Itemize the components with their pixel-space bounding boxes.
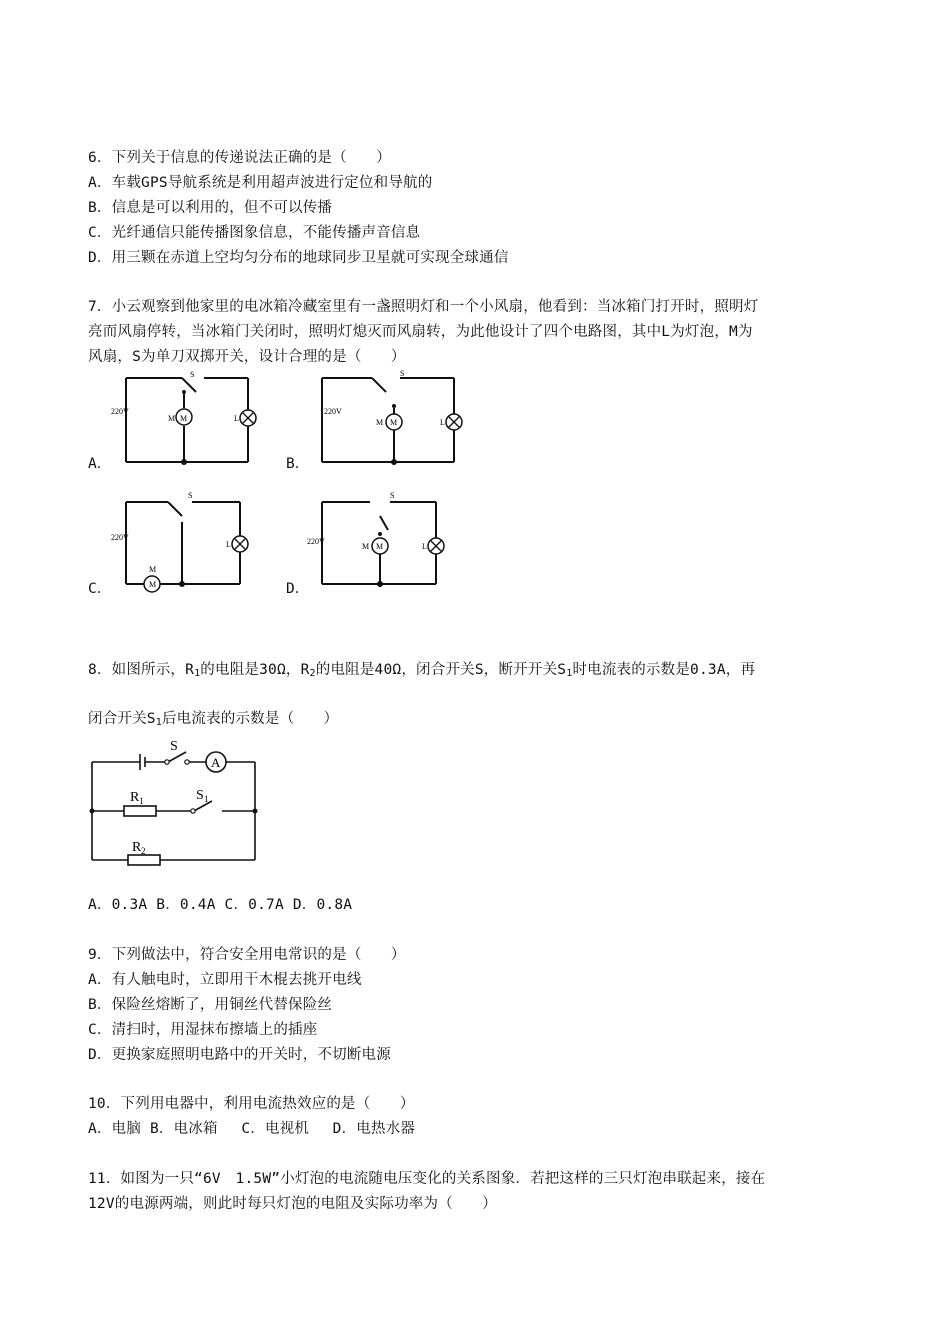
q8-text-2b: 后电流表的示数是（ ）	[161, 711, 339, 727]
q8-text-1a: 8．如图所示，R	[88, 662, 195, 678]
q7-label-a: A．	[88, 456, 112, 472]
q8-text-1d: 时电流表的示数是0.3A，再	[572, 662, 756, 678]
motor-label: M	[376, 542, 384, 551]
motor-label: M	[180, 414, 188, 423]
q7-circuit-c	[108, 492, 268, 592]
motor-label: M	[390, 418, 398, 427]
q7-circuit-a	[108, 370, 268, 470]
q10-stem: 10．下列用电器中，利用电流热效应的是（ ）	[88, 1096, 415, 1112]
q9-option-d: D．更换家庭照明电路中的开关时，不切断电源	[88, 1047, 391, 1063]
switch-label: S	[390, 491, 395, 500]
motor-label-side: M	[168, 414, 176, 423]
q11-stem-line-2: 12V的电源两端，则此时每只灯泡的电阻及实际功率为（ ）	[88, 1196, 497, 1212]
q8-text-1b: 的电阻是30Ω，R	[200, 662, 310, 678]
q11-stem-line-1: 11．如图为一只“6V 1.5W”小灯泡的电流随电压变化的关系图象．若把这样的三只灯泡串联起来，接在	[88, 1171, 766, 1187]
motor-label-top: M	[149, 565, 157, 574]
q7-label-b: B．	[286, 456, 310, 472]
switch-s-label: S	[170, 739, 178, 754]
motor-label-side: M	[376, 418, 384, 427]
q9-option-b: B．保险丝熔断了，用铜丝代替保险丝	[88, 997, 333, 1013]
q6-option-d: D．用三颗在赤道上空均匀分布的地球同步卫星就可实现全球通信	[88, 250, 509, 266]
q8-stem-line-1	[88, 658, 755, 679]
lamp-label: L	[226, 540, 231, 549]
switch-label: S	[188, 491, 193, 500]
voltage-label: 220V	[307, 537, 325, 546]
q8-stem-line-2	[88, 707, 338, 728]
q7-circuit-d	[304, 492, 464, 592]
q9-stem: 9．下列做法中，符合安全用电常识的是（ ）	[88, 947, 406, 963]
q9-option-a: A．有人触电时，立即用干木棍去挑开电线	[88, 972, 362, 988]
lamp-label: L	[440, 418, 445, 427]
q6-option-b: B．信息是可以利用的，但不可以传播	[88, 200, 333, 216]
lamp-label: L	[422, 542, 427, 551]
lamp-label: L	[234, 414, 239, 423]
voltage-label: 220V	[111, 533, 129, 542]
q7-label-c: C．	[88, 581, 112, 597]
motor-label: M	[149, 580, 157, 589]
q8-text-2a: 闭合开关S	[88, 711, 156, 727]
q10-options: A．电脑 B．电冰箱 C．电视机 D．电热水器	[88, 1121, 416, 1137]
ammeter-label: A	[211, 755, 221, 770]
r2-label: R	[132, 840, 142, 855]
q7-stem-line-1: 7．小云观察到他家里的电冰箱冷藏室里有一盏照明灯和一个小风扇，他看到：当冰箱门打开时，照明灯	[88, 299, 759, 315]
switch-label: S	[400, 369, 405, 378]
switch-label: S	[190, 370, 195, 379]
q8-text-1c: 的电阻是40Ω，闭合开关S，断开开关S	[315, 662, 567, 678]
q6-option-a: A．车载GPS导航系统是利用超声波进行定位和导航的	[88, 175, 433, 191]
q7-stem-line-3: 风扇，S为单刀双掷开关，设计合理的是（ ）	[88, 349, 406, 365]
switch-s1-label: S	[196, 788, 204, 803]
q6-option-c: C．光纤通信只能传播图象信息，不能传播声音信息	[88, 225, 421, 241]
q8-sub-s1: 1	[566, 668, 573, 679]
q8-sub-s1b: 1	[155, 717, 162, 728]
voltage-label: 220V	[111, 407, 129, 416]
q8-options: A．0.3A B．0.4A C．0.7A D．0.8A	[88, 897, 353, 913]
q8-circuit	[88, 738, 263, 866]
r1-sub: 1	[139, 796, 144, 806]
q6-stem: 6．下列关于信息的传递说法正确的是（ ）	[88, 150, 391, 166]
q7-label-d: D．	[286, 581, 310, 597]
r1-label: R	[130, 790, 140, 805]
q7-circuit-b	[304, 370, 464, 470]
r2-sub: 2	[141, 846, 146, 856]
motor-label-side: M	[362, 542, 370, 551]
q8-sub-r2: 2	[309, 668, 316, 679]
q8-sub-r1: 1	[194, 668, 201, 679]
q7-stem-line-2: 亮而风扇停转，当冰箱门关闭时，照明灯熄灭而风扇转，为此他设计了四个电路图，其中L为灯泡，M为	[88, 324, 753, 340]
voltage-label: 220V	[324, 407, 342, 416]
q9-option-c: C．清扫时，用湿抹布擦墙上的插座	[88, 1022, 318, 1038]
switch-s1-sub: 1	[204, 794, 209, 804]
